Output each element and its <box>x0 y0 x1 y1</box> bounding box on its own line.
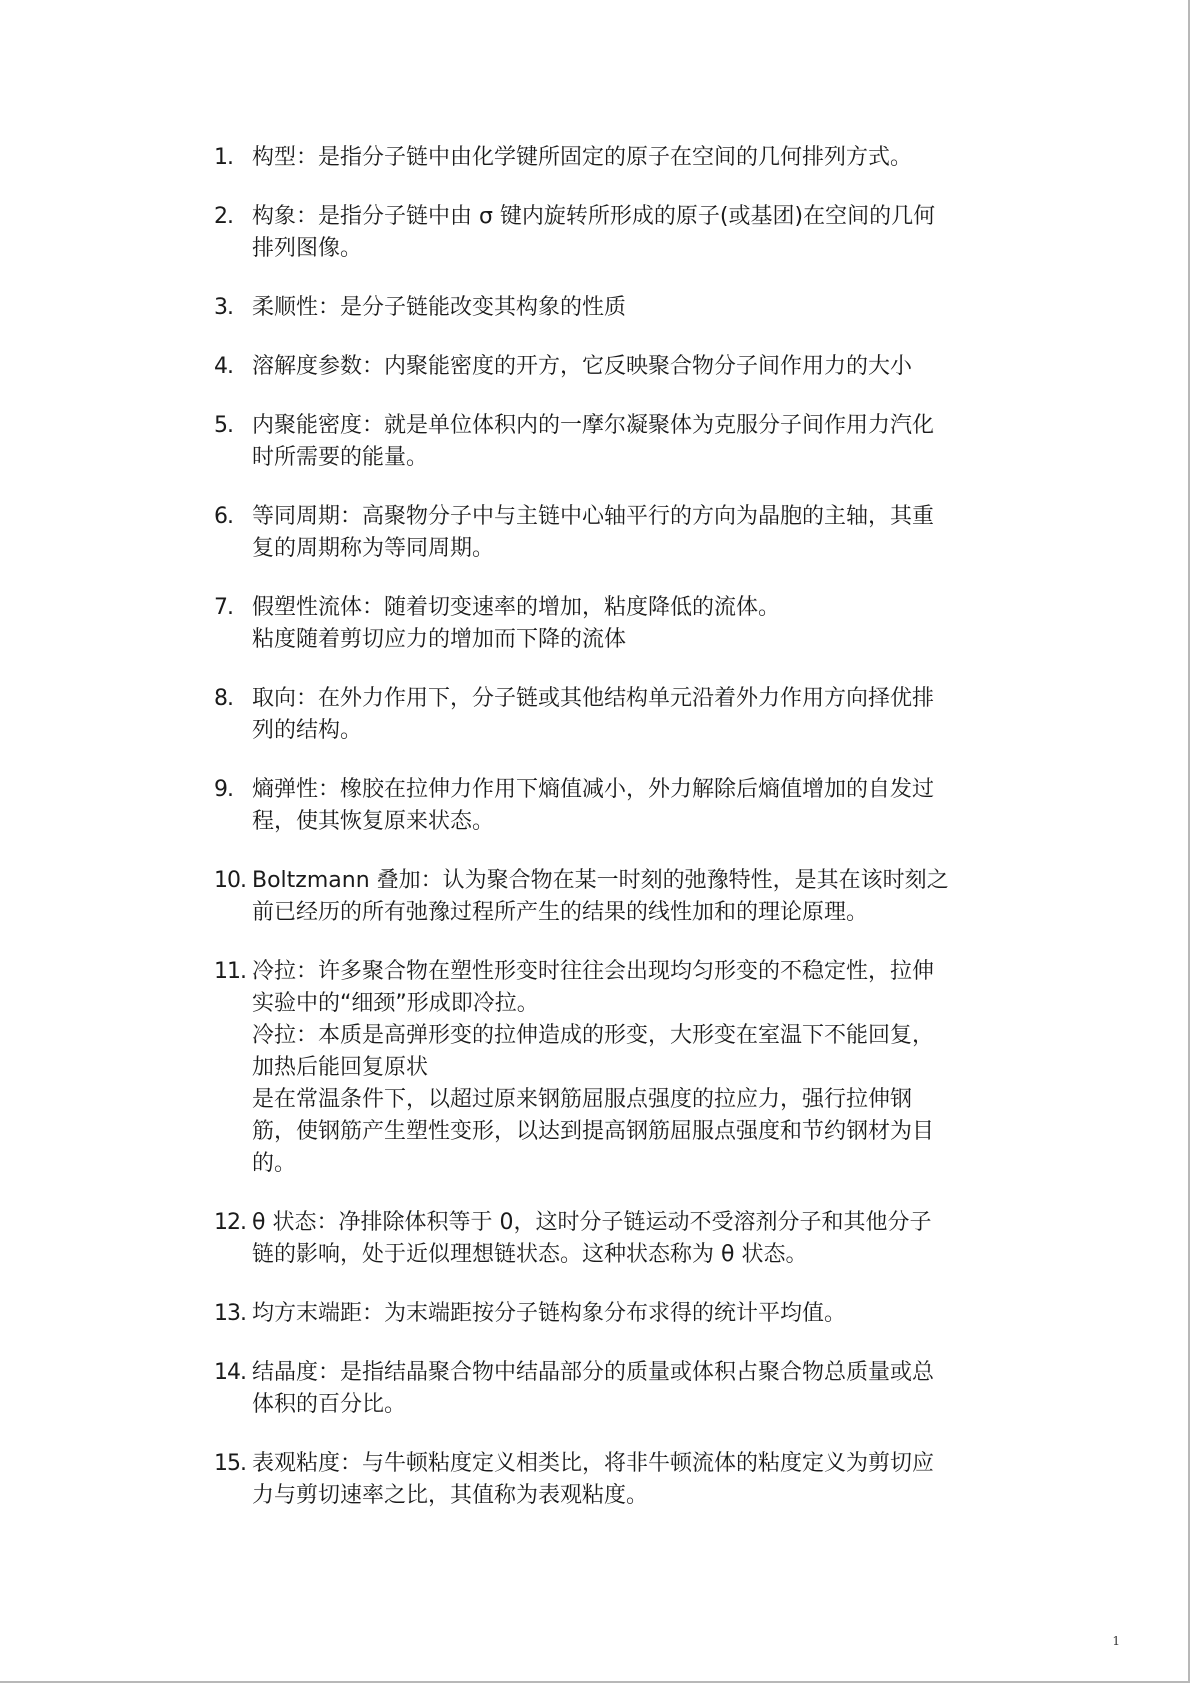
item-text <box>252 683 1014 747</box>
definition-item <box>214 774 1014 838</box>
item-text-line: 复的周期称为等同周期。 <box>252 536 495 561</box>
item-text <box>252 956 1014 1180</box>
item-number: 6. <box>214 504 233 529</box>
definition-item <box>214 683 1014 747</box>
item-number: 4. <box>214 354 233 379</box>
item-text-line: 排列图像。 <box>252 236 363 261</box>
item-text-line: 冷拉：许多聚合物在塑性形变时往往会出现均匀形变的不稳定性，拉伸 <box>252 959 935 984</box>
item-text-line: 均方末端距：为末端距按分子链构象分布求得的统计平均值。 <box>252 1301 847 1326</box>
item-text <box>252 292 1014 324</box>
item-text-line: 溶解度参数：内聚能密度的开方，它反映聚合物分子间作用力的大小 <box>252 354 913 379</box>
item-number: 3. <box>214 295 233 320</box>
item-number: 13. <box>214 1301 246 1326</box>
item-text <box>252 1448 1014 1512</box>
item-number: 14. <box>214 1360 246 1385</box>
item-text-line: 力与剪切速率之比，其值称为表观粘度。 <box>252 1483 649 1508</box>
definition-item <box>214 1207 1014 1271</box>
item-number: 2. <box>214 204 233 229</box>
definition-item <box>214 292 1014 324</box>
item-text-line: 实验中的“细颈”形成即冷拉。 <box>252 991 539 1016</box>
definition-item <box>214 410 1014 474</box>
item-text-line: 时所需要的能量。 <box>252 445 429 470</box>
item-text-line: 的。 <box>252 1151 297 1176</box>
definition-item <box>214 1298 1014 1330</box>
item-text-line: 是在常温条件下，以超过原来钢筋屈服点强度的拉应力，强行拉伸钢 <box>252 1087 913 1112</box>
definition-item <box>214 1448 1014 1512</box>
item-text <box>252 865 1014 929</box>
item-text-line: 加热后能回复原状 <box>252 1055 429 1080</box>
definition-item <box>214 201 1014 265</box>
page-number: 1 <box>1112 1634 1120 1648</box>
item-number: 9. <box>214 777 233 802</box>
item-text-line: 构型：是指分子链中由化学键所固定的原子在空间的几何排列方式。 <box>252 145 913 170</box>
item-text <box>252 201 1014 265</box>
item-text <box>252 410 1014 474</box>
item-text-line: 冷拉：本质是高弹形变的拉伸造成的形变，大形变在室温下不能回复， <box>252 1023 935 1048</box>
item-text <box>252 1357 1014 1421</box>
item-text-line: 构象：是指分子链中由 σ 键内旋转所形成的原子(或基团)在空间的几何 <box>252 204 936 229</box>
item-text-line: 粘度随着剪切应力的增加而下降的流体 <box>252 627 627 652</box>
definition-item <box>214 501 1014 565</box>
definition-item <box>214 351 1014 383</box>
item-text-line: 体积的百分比。 <box>252 1392 407 1417</box>
item-text-line: 内聚能密度：就是单位体积内的一摩尔凝聚体为克服分子间作用力汽化 <box>252 413 935 438</box>
item-text-line: Boltzmann 叠加：认为聚合物在某一时刻的弛豫特性，是其在该时刻之 <box>252 868 949 893</box>
item-text-line: 筋，使钢筋产生塑性变形，以达到提高钢筋屈服点强度和节约钢材为目 <box>252 1119 935 1144</box>
item-text <box>252 592 1014 656</box>
item-text <box>252 501 1014 565</box>
item-text-line: 前已经历的所有弛豫过程所产生的结果的线性加和的理论原理。 <box>252 900 869 925</box>
item-text-line: 列的结构。 <box>252 718 363 743</box>
item-text-line: 结晶度：是指结晶聚合物中结晶部分的质量或体积占聚合物总质量或总 <box>252 1360 935 1385</box>
item-number: 5. <box>214 413 233 438</box>
item-text-line: 表观粘度：与牛顿粘度定义相类比，将非牛顿流体的粘度定义为剪切应 <box>252 1451 935 1476</box>
item-text-line: θ 状态：净排除体积等于 0，这时分子链运动不受溶剂分子和其他分子 <box>252 1210 932 1235</box>
item-number: 11. <box>214 959 246 984</box>
item-text-line: 链的影响，处于近似理想链状态。这种状态称为 θ 状态。 <box>252 1242 808 1267</box>
definition-item <box>214 592 1014 656</box>
item-text-line: 取向：在外力作用下，分子链或其他结构单元沿着外力作用方向择优排 <box>252 686 935 711</box>
definition-item <box>214 956 1014 1180</box>
item-text <box>252 351 1014 383</box>
item-text <box>252 1207 1014 1271</box>
item-text <box>252 142 1014 174</box>
item-text-line: 假塑性流体：随着切变速率的增加，粘度降低的流体。 <box>252 595 781 620</box>
item-number: 8. <box>214 686 233 711</box>
item-number: 15. <box>214 1451 246 1476</box>
item-number: 12. <box>214 1210 246 1235</box>
item-text <box>252 1298 1014 1330</box>
item-number: 10. <box>214 868 246 893</box>
definition-item <box>214 142 1014 174</box>
item-text-line: 熵弹性：橡胶在拉伸力作用下熵值减小，外力解除后熵值增加的自发过 <box>252 777 935 802</box>
item-text-line: 柔顺性：是分子链能改变其构象的性质 <box>252 295 627 320</box>
item-text-line: 等同周期：高聚物分子中与主链中心轴平行的方向为晶胞的主轴，其重 <box>252 504 935 529</box>
item-number: 7. <box>214 595 233 620</box>
definition-item <box>214 1357 1014 1421</box>
definition-item <box>214 865 1014 929</box>
item-text <box>252 774 1014 838</box>
definition-list <box>214 142 1014 1539</box>
item-text-line: 程，使其恢复原来状态。 <box>252 809 495 834</box>
item-number: 1. <box>214 145 233 170</box>
